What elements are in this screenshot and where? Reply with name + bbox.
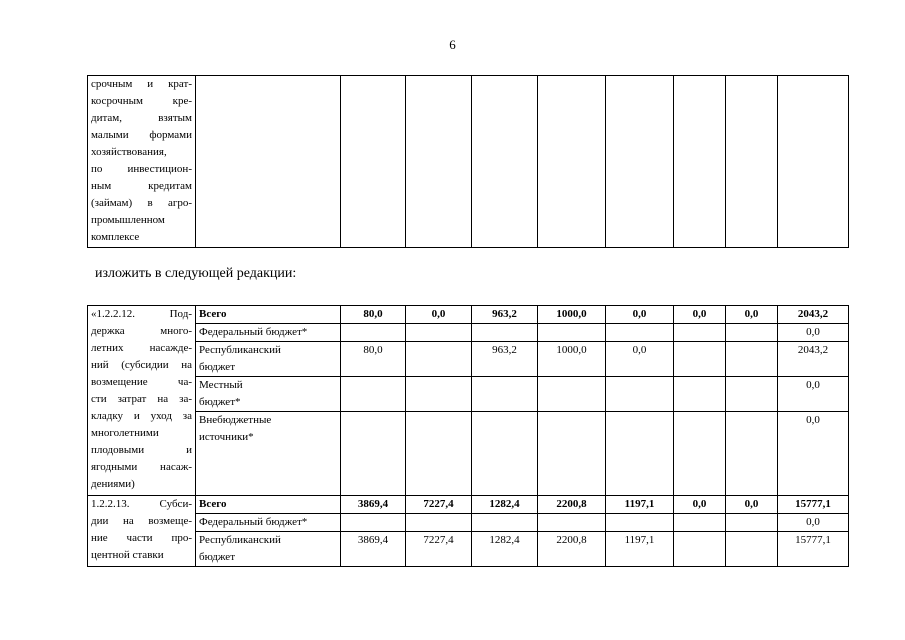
year-value-cell: 0,0 bbox=[406, 306, 472, 324]
text-line: кладку и уход за bbox=[91, 410, 192, 422]
program-item-description bbox=[88, 76, 196, 248]
total-value-cell: 2043,2 bbox=[778, 306, 849, 324]
table-row bbox=[88, 514, 849, 532]
year-value-cell bbox=[606, 514, 674, 532]
funding-table bbox=[87, 305, 849, 567]
funding-source-label bbox=[196, 377, 341, 412]
text-line: (займам) в агро- bbox=[91, 197, 192, 209]
text-line: сти затрат на за- bbox=[91, 393, 192, 405]
year-value-cell bbox=[341, 324, 406, 342]
text-line: промышленном bbox=[91, 214, 165, 226]
year-value-cell bbox=[606, 412, 674, 496]
text-line: комплексе bbox=[91, 231, 140, 243]
year-value-cell bbox=[406, 514, 472, 532]
year-value-cell bbox=[472, 76, 538, 248]
text-line: дениями) bbox=[91, 478, 135, 490]
table-row bbox=[88, 532, 849, 567]
year-value-cell bbox=[674, 377, 726, 412]
total-value-cell: 0,0 bbox=[778, 377, 849, 412]
label-line: Федеральный бюджет* bbox=[199, 326, 308, 338]
text-line: дитам, взятым bbox=[91, 112, 192, 124]
table-row bbox=[88, 306, 849, 324]
year-value-cell: 1282,4 bbox=[472, 532, 538, 567]
text-line: плодовыми и bbox=[91, 444, 192, 456]
label-line: Всего bbox=[199, 498, 227, 510]
year-value-cell: 80,0 bbox=[341, 342, 406, 377]
funding-source-label bbox=[196, 342, 341, 377]
year-value-cell bbox=[472, 324, 538, 342]
text-line: возмещение ча- bbox=[91, 376, 192, 388]
label-line: Внебюджетные bbox=[199, 414, 272, 426]
year-value-cell bbox=[406, 76, 472, 248]
year-value-cell bbox=[674, 514, 726, 532]
text-line: хозяйствования, bbox=[91, 146, 167, 158]
program-item-description bbox=[88, 306, 196, 496]
year-value-cell: 0,0 bbox=[726, 306, 778, 324]
table-row bbox=[88, 412, 849, 496]
year-value-cell bbox=[472, 514, 538, 532]
year-value-cell: 7227,4 bbox=[406, 496, 472, 514]
text-line: дии на возмеще- bbox=[91, 515, 192, 527]
label-line: Республиканский bbox=[199, 534, 281, 546]
label-line: Республиканский bbox=[199, 344, 281, 356]
label-line: Местный bbox=[199, 379, 243, 391]
year-value-cell: 0,0 bbox=[674, 496, 726, 514]
text-line: центной ставки bbox=[91, 549, 164, 561]
year-value-cell bbox=[538, 412, 606, 496]
year-value-cell bbox=[674, 412, 726, 496]
funding-source-label bbox=[196, 412, 341, 496]
year-value-cell bbox=[472, 377, 538, 412]
year-value-cell bbox=[606, 76, 674, 248]
year-value-cell bbox=[406, 324, 472, 342]
year-value-cell: 1197,1 bbox=[606, 532, 674, 567]
year-value-cell: 0,0 bbox=[726, 496, 778, 514]
year-value-cell bbox=[406, 412, 472, 496]
funding-source-label bbox=[196, 496, 341, 514]
year-value-cell bbox=[472, 412, 538, 496]
year-value-cell bbox=[606, 377, 674, 412]
year-value-cell bbox=[538, 324, 606, 342]
year-value-cell bbox=[726, 514, 778, 532]
total-value-cell: 0,0 bbox=[778, 514, 849, 532]
total-value-cell: 0,0 bbox=[778, 412, 849, 496]
year-value-cell: 1282,4 bbox=[472, 496, 538, 514]
text-line: ным кредитам bbox=[91, 180, 192, 192]
year-value-cell bbox=[406, 342, 472, 377]
year-value-cell bbox=[606, 324, 674, 342]
table-row bbox=[88, 496, 849, 514]
year-value-cell: 1197,1 bbox=[606, 496, 674, 514]
year-value-cell bbox=[726, 377, 778, 412]
label-line: бюджет bbox=[199, 551, 235, 563]
total-value-cell: 15777,1 bbox=[778, 532, 849, 567]
year-value-cell: 2200,8 bbox=[538, 496, 606, 514]
year-value-cell: 963,2 bbox=[472, 342, 538, 377]
year-value-cell bbox=[341, 412, 406, 496]
total-value-cell: 2043,2 bbox=[778, 342, 849, 377]
year-value-cell: 3869,4 bbox=[341, 496, 406, 514]
funding-source-label bbox=[196, 532, 341, 567]
year-value-cell bbox=[341, 514, 406, 532]
year-value-cell: 0,0 bbox=[674, 306, 726, 324]
year-value-cell bbox=[538, 514, 606, 532]
year-value-cell bbox=[674, 324, 726, 342]
year-value-cell bbox=[674, 342, 726, 377]
year-value-cell bbox=[538, 377, 606, 412]
year-value-cell: 2200,8 bbox=[538, 532, 606, 567]
year-value-cell bbox=[726, 532, 778, 567]
year-value-cell bbox=[406, 377, 472, 412]
year-value-cell: 0,0 bbox=[606, 306, 674, 324]
label-line: бюджет bbox=[199, 361, 235, 373]
funding-source-label bbox=[196, 514, 341, 532]
year-value-cell: 963,2 bbox=[472, 306, 538, 324]
year-value-cell bbox=[674, 76, 726, 248]
total-value-cell bbox=[778, 76, 849, 248]
funding-source-label bbox=[196, 324, 341, 342]
table-row bbox=[88, 324, 849, 342]
label-line: бюджет* bbox=[199, 396, 241, 408]
year-value-cell: 1000,0 bbox=[538, 342, 606, 377]
text-line: косрочным кре- bbox=[91, 95, 192, 107]
text-line: летних насажде- bbox=[91, 342, 192, 354]
text-line: малыми формами bbox=[91, 129, 192, 141]
text-line: ние части про- bbox=[91, 532, 192, 544]
year-value-cell: 7227,4 bbox=[406, 532, 472, 567]
page-number: 6 bbox=[449, 37, 456, 52]
text-line: по инвестицион- bbox=[91, 163, 192, 175]
year-value-cell: 0,0 bbox=[606, 342, 674, 377]
year-value-cell bbox=[674, 532, 726, 567]
continuation-table bbox=[87, 75, 849, 248]
text-line: ний (субсидии на bbox=[91, 359, 192, 371]
intro-text: изложить в следующей редакции: bbox=[95, 266, 297, 281]
year-value-cell: 1000,0 bbox=[538, 306, 606, 324]
total-value-cell: 15777,1 bbox=[778, 496, 849, 514]
table-row bbox=[88, 377, 849, 412]
label-line: Федеральный бюджет* bbox=[199, 516, 308, 528]
year-value-cell bbox=[538, 76, 606, 248]
text-line: ягодными насаж- bbox=[91, 461, 192, 473]
year-value-cell bbox=[341, 76, 406, 248]
year-value-cell bbox=[726, 412, 778, 496]
text-line: держка много- bbox=[91, 325, 192, 337]
year-value-cell bbox=[341, 377, 406, 412]
total-value-cell: 0,0 bbox=[778, 324, 849, 342]
label-line: источники* bbox=[199, 431, 254, 443]
table-row bbox=[88, 342, 849, 377]
program-item-description bbox=[88, 496, 196, 567]
year-value-cell: 80,0 bbox=[341, 306, 406, 324]
text-line: срочным и крат- bbox=[91, 78, 192, 90]
text-line: 1.2.2.13. Субси- bbox=[91, 498, 192, 510]
year-value-cell bbox=[726, 76, 778, 248]
funding-source-cell bbox=[196, 76, 341, 248]
text-line: многолетними bbox=[91, 427, 159, 439]
label-line: Всего bbox=[199, 308, 227, 320]
year-value-cell bbox=[726, 324, 778, 342]
year-value-cell bbox=[726, 342, 778, 377]
year-value-cell: 3869,4 bbox=[341, 532, 406, 567]
funding-source-label bbox=[196, 306, 341, 324]
text-line: «1.2.2.12. Под- bbox=[91, 308, 192, 320]
